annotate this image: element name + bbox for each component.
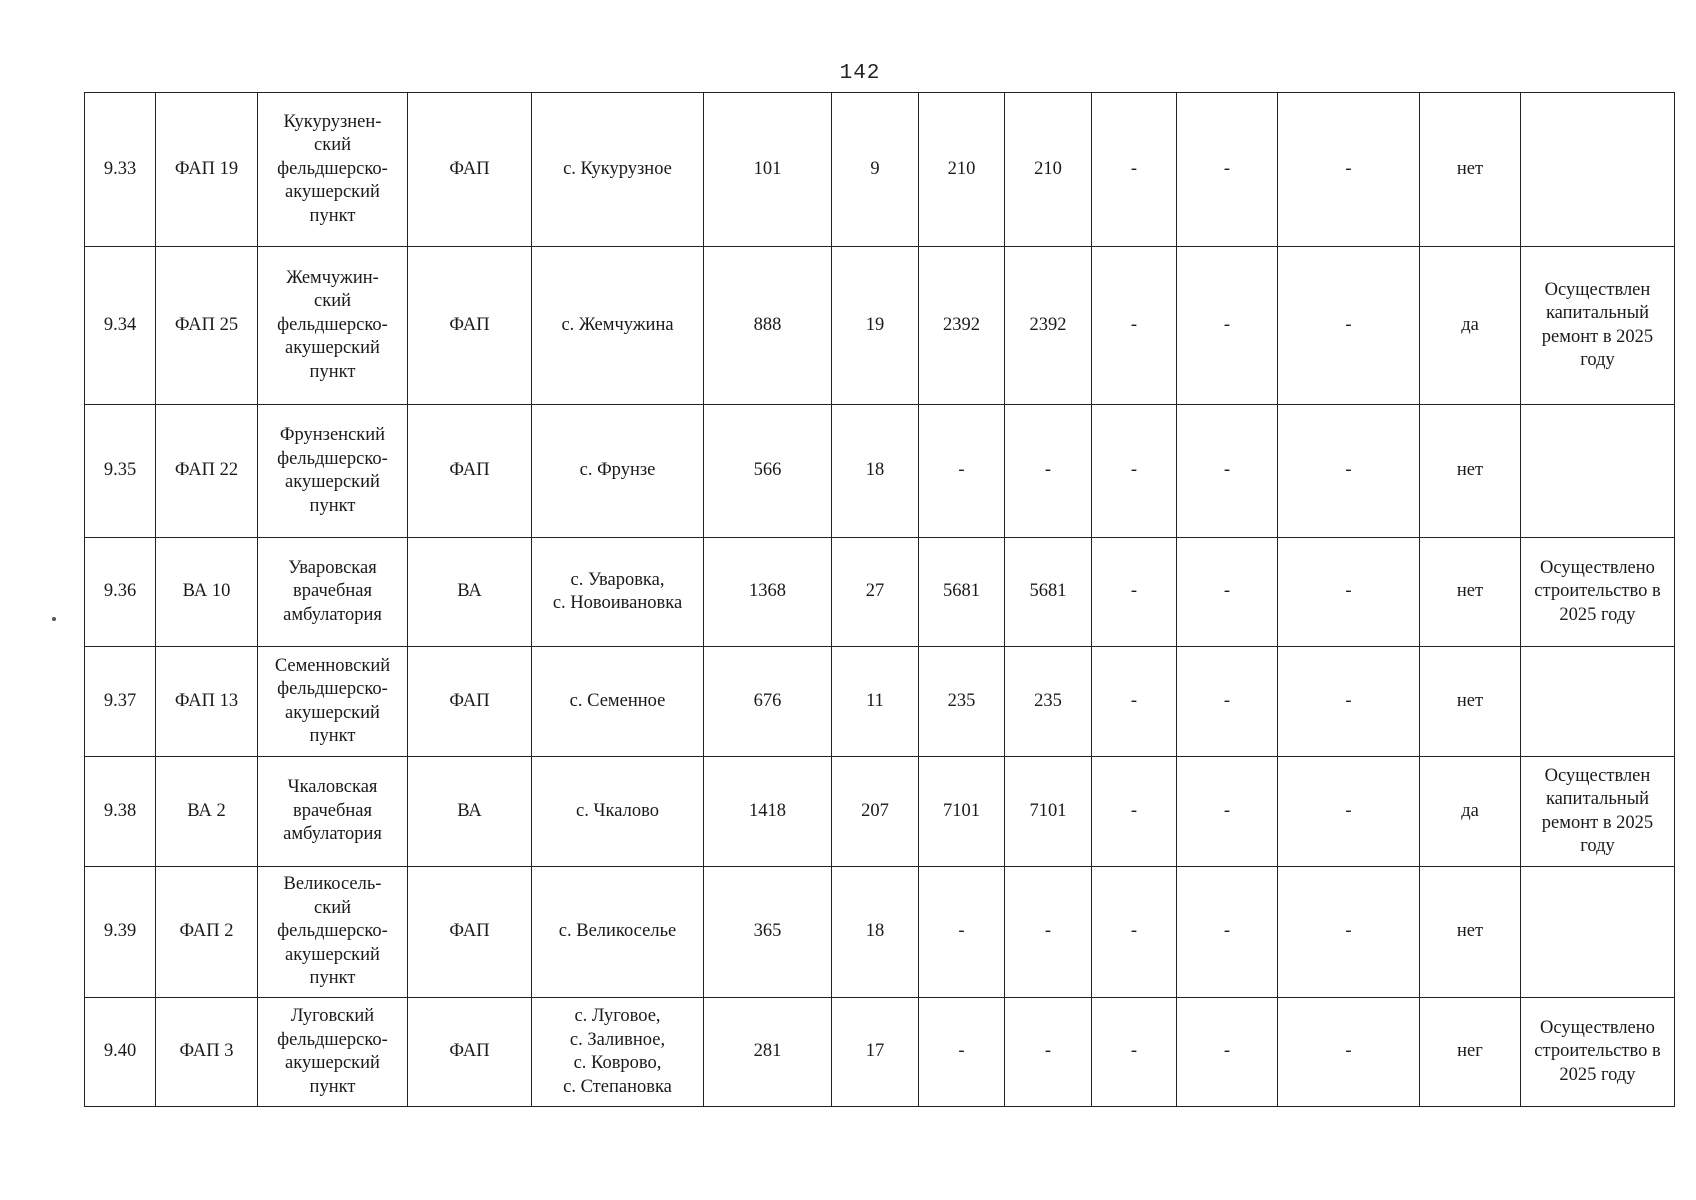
children-count: 18 [832, 405, 919, 538]
column-10: - [1092, 757, 1177, 867]
population: 888 [704, 247, 832, 405]
population: 566 [704, 405, 832, 538]
status-flag: да [1420, 757, 1521, 867]
facility-name: Кукурузнен- ский фельдшерско- акушерский пункт [258, 93, 408, 247]
facility-name: Луговский фельдшерско- акушерский пункт [258, 998, 408, 1107]
children-count: 9 [832, 93, 919, 247]
note: Осуществлен капитальный ремонт в 2025 году [1521, 757, 1675, 867]
facility-type: ФАП [408, 998, 532, 1107]
population: 281 [704, 998, 832, 1107]
facility-code: ФАП 22 [156, 405, 258, 538]
facility-code: ФАП 13 [156, 647, 258, 757]
column-12: - [1278, 757, 1420, 867]
facility-code: ФАП 19 [156, 93, 258, 247]
table-row [85, 405, 1675, 538]
table-row [85, 867, 1675, 998]
area-total: 2392 [919, 247, 1005, 405]
page-number: 142 [839, 62, 881, 85]
population: 1368 [704, 538, 832, 647]
facility-name: Чкаловская врачебная амбулатория [258, 757, 408, 867]
area-used: 210 [1005, 93, 1092, 247]
area-used: 2392 [1005, 247, 1092, 405]
facility-type: ФАП [408, 247, 532, 405]
settlements: с. Луговое, с. Заливное, с. Коврово, с. Степановка [532, 998, 704, 1107]
facilities-table [84, 92, 1675, 1107]
children-count: 18 [832, 867, 919, 998]
facility-type: ФАП [408, 647, 532, 757]
row-number: 9.36 [85, 538, 156, 647]
column-12: - [1278, 247, 1420, 405]
column-11: - [1177, 867, 1278, 998]
facility-code: ФАП 2 [156, 867, 258, 998]
facility-type: ФАП [408, 405, 532, 538]
children-count: 27 [832, 538, 919, 647]
settlements: с. Кукурузное [532, 93, 704, 247]
column-11: - [1177, 538, 1278, 647]
status-flag: да [1420, 247, 1521, 405]
area-used: - [1005, 998, 1092, 1107]
note [1521, 867, 1675, 998]
table-row [85, 538, 1675, 647]
facility-name: Семенновский фельдшерско- акушерский пункт [258, 647, 408, 757]
area-total: 210 [919, 93, 1005, 247]
note [1521, 93, 1675, 247]
note [1521, 405, 1675, 538]
column-12: - [1278, 998, 1420, 1107]
facility-code: ФАП 3 [156, 998, 258, 1107]
settlements: с. Чкалово [532, 757, 704, 867]
column-11: - [1177, 998, 1278, 1107]
column-11: - [1177, 93, 1278, 247]
note: Осуществлено строительство в 2025 году [1521, 538, 1675, 647]
settlements: с. Жемчужина [532, 247, 704, 405]
settlements: с. Великоселье [532, 867, 704, 998]
facility-type: ВА [408, 538, 532, 647]
facility-name: Великосель- ский фельдшерско- акушерский пункт [258, 867, 408, 998]
status-flag: нет [1420, 647, 1521, 757]
children-count: 207 [832, 757, 919, 867]
area-total: 235 [919, 647, 1005, 757]
row-number: 9.33 [85, 93, 156, 247]
facility-type: ВА [408, 757, 532, 867]
population: 1418 [704, 757, 832, 867]
row-number: 9.39 [85, 867, 156, 998]
area-total: - [919, 867, 1005, 998]
column-12: - [1278, 867, 1420, 998]
facility-type: ФАП [408, 867, 532, 998]
scan-speck [52, 617, 56, 621]
column-10: - [1092, 538, 1177, 647]
area-used: 5681 [1005, 538, 1092, 647]
column-10: - [1092, 93, 1177, 247]
column-12: - [1278, 93, 1420, 247]
facility-name: Жемчужин- ский фельдшерско- акушерский пункт [258, 247, 408, 405]
status-flag: нет [1420, 93, 1521, 247]
row-number: 9.38 [85, 757, 156, 867]
table-row [85, 247, 1675, 405]
area-used: - [1005, 867, 1092, 998]
row-number: 9.35 [85, 405, 156, 538]
table-row [85, 757, 1675, 867]
column-12: - [1278, 405, 1420, 538]
status-flag: нет [1420, 867, 1521, 998]
row-number: 9.40 [85, 998, 156, 1107]
children-count: 19 [832, 247, 919, 405]
row-number: 9.37 [85, 647, 156, 757]
area-total: 7101 [919, 757, 1005, 867]
table-row [85, 998, 1675, 1107]
row-number: 9.34 [85, 247, 156, 405]
column-11: - [1177, 405, 1278, 538]
area-total: - [919, 998, 1005, 1107]
area-total: - [919, 405, 1005, 538]
facility-name: Уваровская врачебная амбулатория [258, 538, 408, 647]
column-10: - [1092, 247, 1177, 405]
note [1521, 647, 1675, 757]
facility-code: ВА 10 [156, 538, 258, 647]
column-12: - [1278, 647, 1420, 757]
area-used: - [1005, 405, 1092, 538]
column-11: - [1177, 757, 1278, 867]
settlements: с. Фрунзе [532, 405, 704, 538]
column-12: - [1278, 538, 1420, 647]
area-total: 5681 [919, 538, 1005, 647]
facility-name: Фрунзенский фельдшерско- акушерский пункт [258, 405, 408, 538]
status-flag: нег [1420, 998, 1521, 1107]
column-11: - [1177, 647, 1278, 757]
area-used: 235 [1005, 647, 1092, 757]
note: Осуществлено строительство в 2025 году [1521, 998, 1675, 1107]
table-row [85, 93, 1675, 247]
facility-type: ФАП [408, 93, 532, 247]
column-10: - [1092, 405, 1177, 538]
population: 676 [704, 647, 832, 757]
column-10: - [1092, 867, 1177, 998]
facility-code: ФАП 25 [156, 247, 258, 405]
children-count: 11 [832, 647, 919, 757]
facility-code: ВА 2 [156, 757, 258, 867]
column-10: - [1092, 998, 1177, 1107]
status-flag: нет [1420, 405, 1521, 538]
column-11: - [1177, 247, 1278, 405]
status-flag: нет [1420, 538, 1521, 647]
note: Осуществлен капитальный ремонт в 2025 году [1521, 247, 1675, 405]
column-10: - [1092, 647, 1177, 757]
settlements: с. Уваровка, с. Новоивановка [532, 538, 704, 647]
population: 101 [704, 93, 832, 247]
children-count: 17 [832, 998, 919, 1107]
population: 365 [704, 867, 832, 998]
table-row [85, 647, 1675, 757]
area-used: 7101 [1005, 757, 1092, 867]
settlements: с. Семенное [532, 647, 704, 757]
